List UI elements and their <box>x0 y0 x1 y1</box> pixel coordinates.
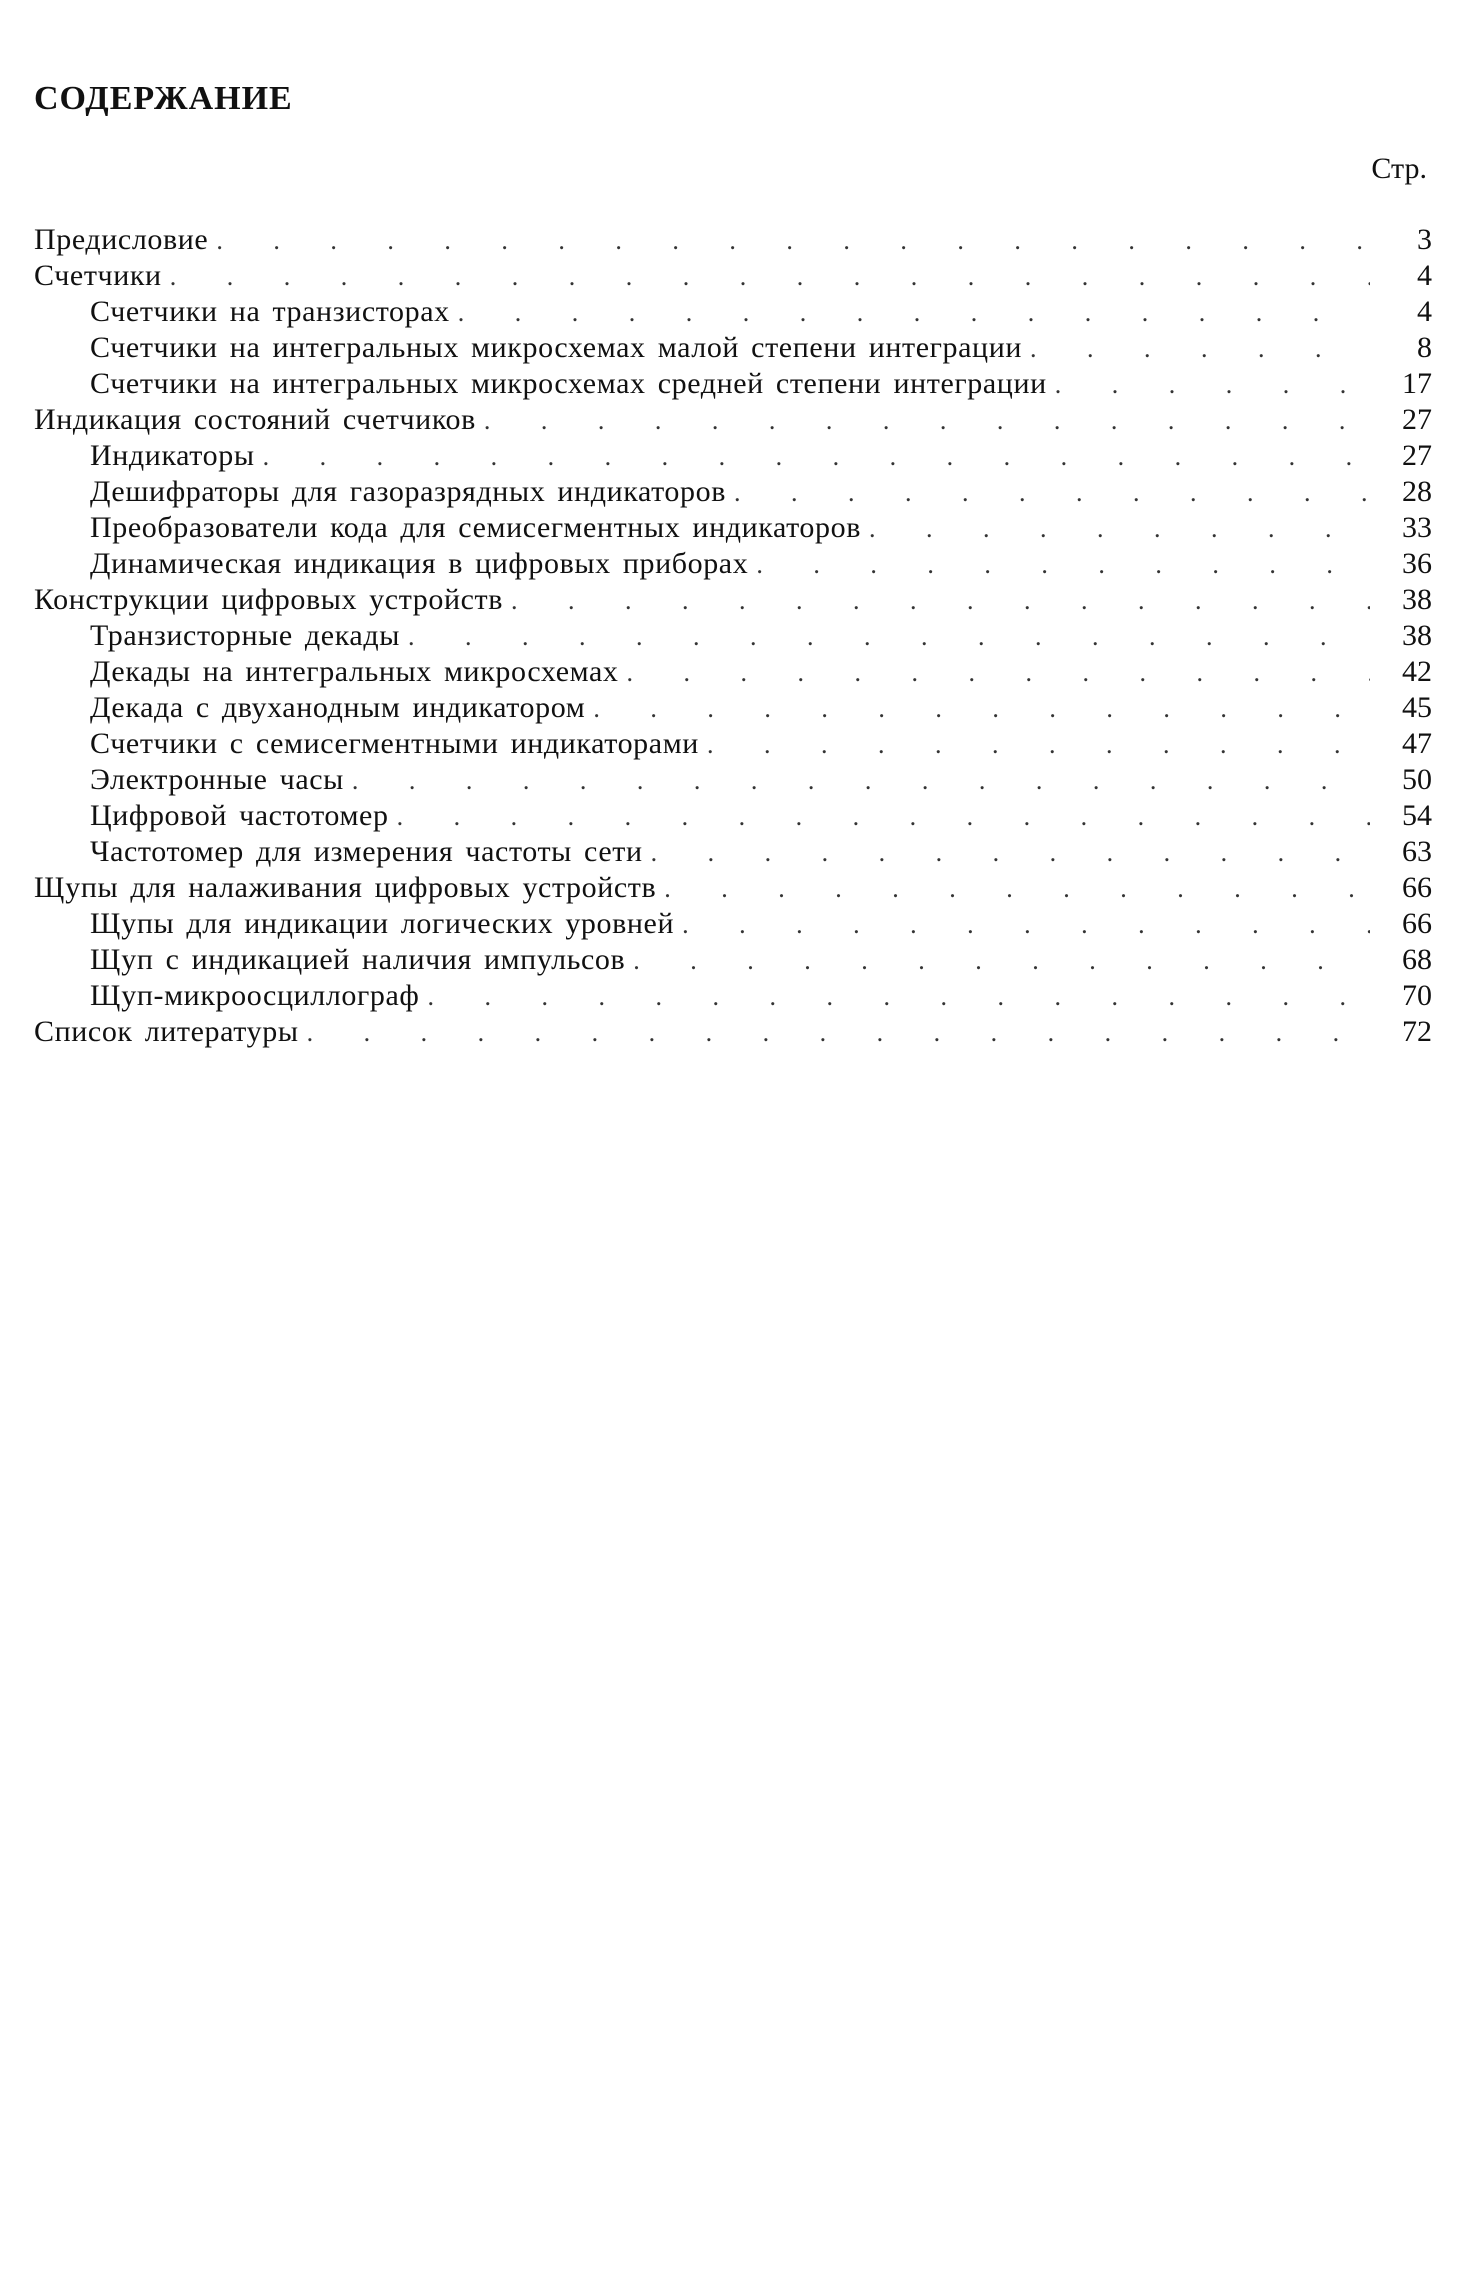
toc-entry-title: Конструкции цифровых устройств <box>34 583 504 616</box>
toc-entry-title: Частотомер для измерения частоты сети <box>90 835 643 868</box>
dot-leader <box>458 295 1370 331</box>
dot-leader <box>593 691 1370 727</box>
toc-entry-title: Транзисторные декады <box>90 619 400 652</box>
toc-entry-title: Щуп-микроосциллограф <box>90 979 420 1012</box>
toc-entry-title: Щупы для налаживания цифровых устройств <box>34 871 657 904</box>
toc-entry-page-number: 50 <box>1402 763 1432 796</box>
toc-entry-page-number: 27 <box>1402 403 1432 436</box>
toc-entry-page-number: 72 <box>1402 1015 1432 1048</box>
toc-entry-title: Декады на интегральных микросхемах <box>90 655 619 688</box>
toc-entry <box>34 546 1432 582</box>
dot-leader <box>352 763 1370 799</box>
toc-entry-title: Счетчики с семисегментными индикаторами <box>90 727 699 760</box>
toc-entry <box>34 978 1432 1014</box>
toc-entry-page-number: 27 <box>1402 439 1432 472</box>
toc-entry-page-number: 63 <box>1402 835 1432 868</box>
toc-entry-title: Щуп с индикацией наличия импульсов <box>90 943 626 976</box>
toc-entry <box>34 690 1432 726</box>
toc-entry-title: Щупы для индикации логических уровней <box>90 907 675 940</box>
toc-entry-title: Декада с двуханодным индикатором <box>90 691 586 724</box>
dot-leader <box>1030 331 1370 367</box>
dot-leader <box>484 403 1370 439</box>
dot-leader <box>651 835 1370 871</box>
toc-entry-page-number: 36 <box>1402 547 1432 580</box>
toc-entry <box>34 906 1432 942</box>
toc-entry-title: Индикация состояний счетчиков <box>34 403 476 436</box>
toc-entry-page-number: 38 <box>1402 619 1432 652</box>
toc-entry <box>34 330 1432 366</box>
toc-entry-page-number: 33 <box>1402 511 1432 544</box>
toc-entry-title: Индикаторы <box>90 439 255 472</box>
toc-entry-title: Счетчики <box>34 259 162 292</box>
toc-entry-page-number: 66 <box>1402 907 1432 940</box>
toc-entry-page-number: 42 <box>1402 655 1432 688</box>
toc-entry <box>34 798 1432 834</box>
toc-entry-page-number: 66 <box>1402 871 1432 904</box>
dot-leader <box>307 1015 1370 1051</box>
toc-entry-title: Дешифраторы для газоразрядных индикаторов <box>90 475 726 508</box>
toc-entry <box>34 942 1432 978</box>
dot-leader <box>756 547 1370 583</box>
toc-entry-page-number: 17 <box>1402 367 1432 400</box>
toc-entry <box>34 618 1432 654</box>
toc-entry-title: Цифровой частотомер <box>90 799 389 832</box>
toc-entry-page-number: 8 <box>1417 331 1432 364</box>
toc-entry-page-number: 38 <box>1402 583 1432 616</box>
dot-leader <box>427 979 1370 1015</box>
dot-leader <box>170 259 1370 295</box>
toc-entry <box>34 654 1432 690</box>
toc-entry <box>34 582 1432 618</box>
toc-entry-page-number: 54 <box>1402 799 1432 832</box>
toc-entry-title: Счетчики на интегральных микросхемах средней степени интеграции <box>90 367 1047 400</box>
dot-leader <box>869 511 1370 547</box>
dot-leader <box>664 871 1370 907</box>
toc-entry <box>34 258 1432 294</box>
toc-entry-title: Динамическая индикация в цифровых приборах <box>90 547 749 580</box>
toc-entry <box>34 834 1432 870</box>
toc-entry <box>34 438 1432 474</box>
toc-entry-title: Электронные часы <box>90 763 344 796</box>
table-of-contents <box>34 222 1432 1050</box>
toc-entry <box>34 366 1432 402</box>
page-title: СОДЕРЖАНИЕ <box>34 80 293 117</box>
toc-entry-page-number: 4 <box>1417 259 1432 292</box>
toc-entry-page-number: 3 <box>1417 223 1432 256</box>
toc-entry-page-number: 70 <box>1402 979 1432 1012</box>
toc-entry <box>34 870 1432 906</box>
page-column-label: Стр. <box>1371 152 1427 185</box>
toc-entry-page-number: 28 <box>1402 475 1432 508</box>
toc-entry-page-number: 4 <box>1417 295 1432 328</box>
dot-leader <box>511 583 1370 619</box>
toc-entry <box>34 474 1432 510</box>
toc-entry-page-number: 68 <box>1402 943 1432 976</box>
toc-entry-title: Список литературы <box>34 1015 299 1048</box>
dot-leader <box>707 727 1370 763</box>
dot-leader <box>397 799 1370 835</box>
toc-entry <box>34 762 1432 798</box>
toc-entry <box>34 726 1432 762</box>
dot-leader <box>1055 367 1370 403</box>
toc-entry <box>34 294 1432 330</box>
toc-entry <box>34 222 1432 258</box>
toc-entry <box>34 402 1432 438</box>
toc-entry <box>34 1014 1432 1050</box>
dot-leader <box>627 655 1371 691</box>
toc-entry-title: Счетчики на интегральных микросхемах малой степени интеграции <box>90 331 1023 364</box>
toc-entry-title: Счетчики на транзисторах <box>90 295 450 328</box>
dot-leader <box>633 943 1370 979</box>
toc-entry-title: Преобразователи кода для семисегментных индикаторов <box>90 511 861 544</box>
toc-entry <box>34 510 1432 546</box>
dot-leader <box>263 439 1370 475</box>
dot-leader <box>216 223 1370 259</box>
toc-entry-page-number: 47 <box>1402 727 1432 760</box>
dot-leader <box>734 475 1370 511</box>
dot-leader <box>408 619 1370 655</box>
toc-entry-title: Предисловие <box>34 223 209 256</box>
toc-entry-page-number: 45 <box>1402 691 1432 724</box>
dot-leader <box>682 907 1370 943</box>
